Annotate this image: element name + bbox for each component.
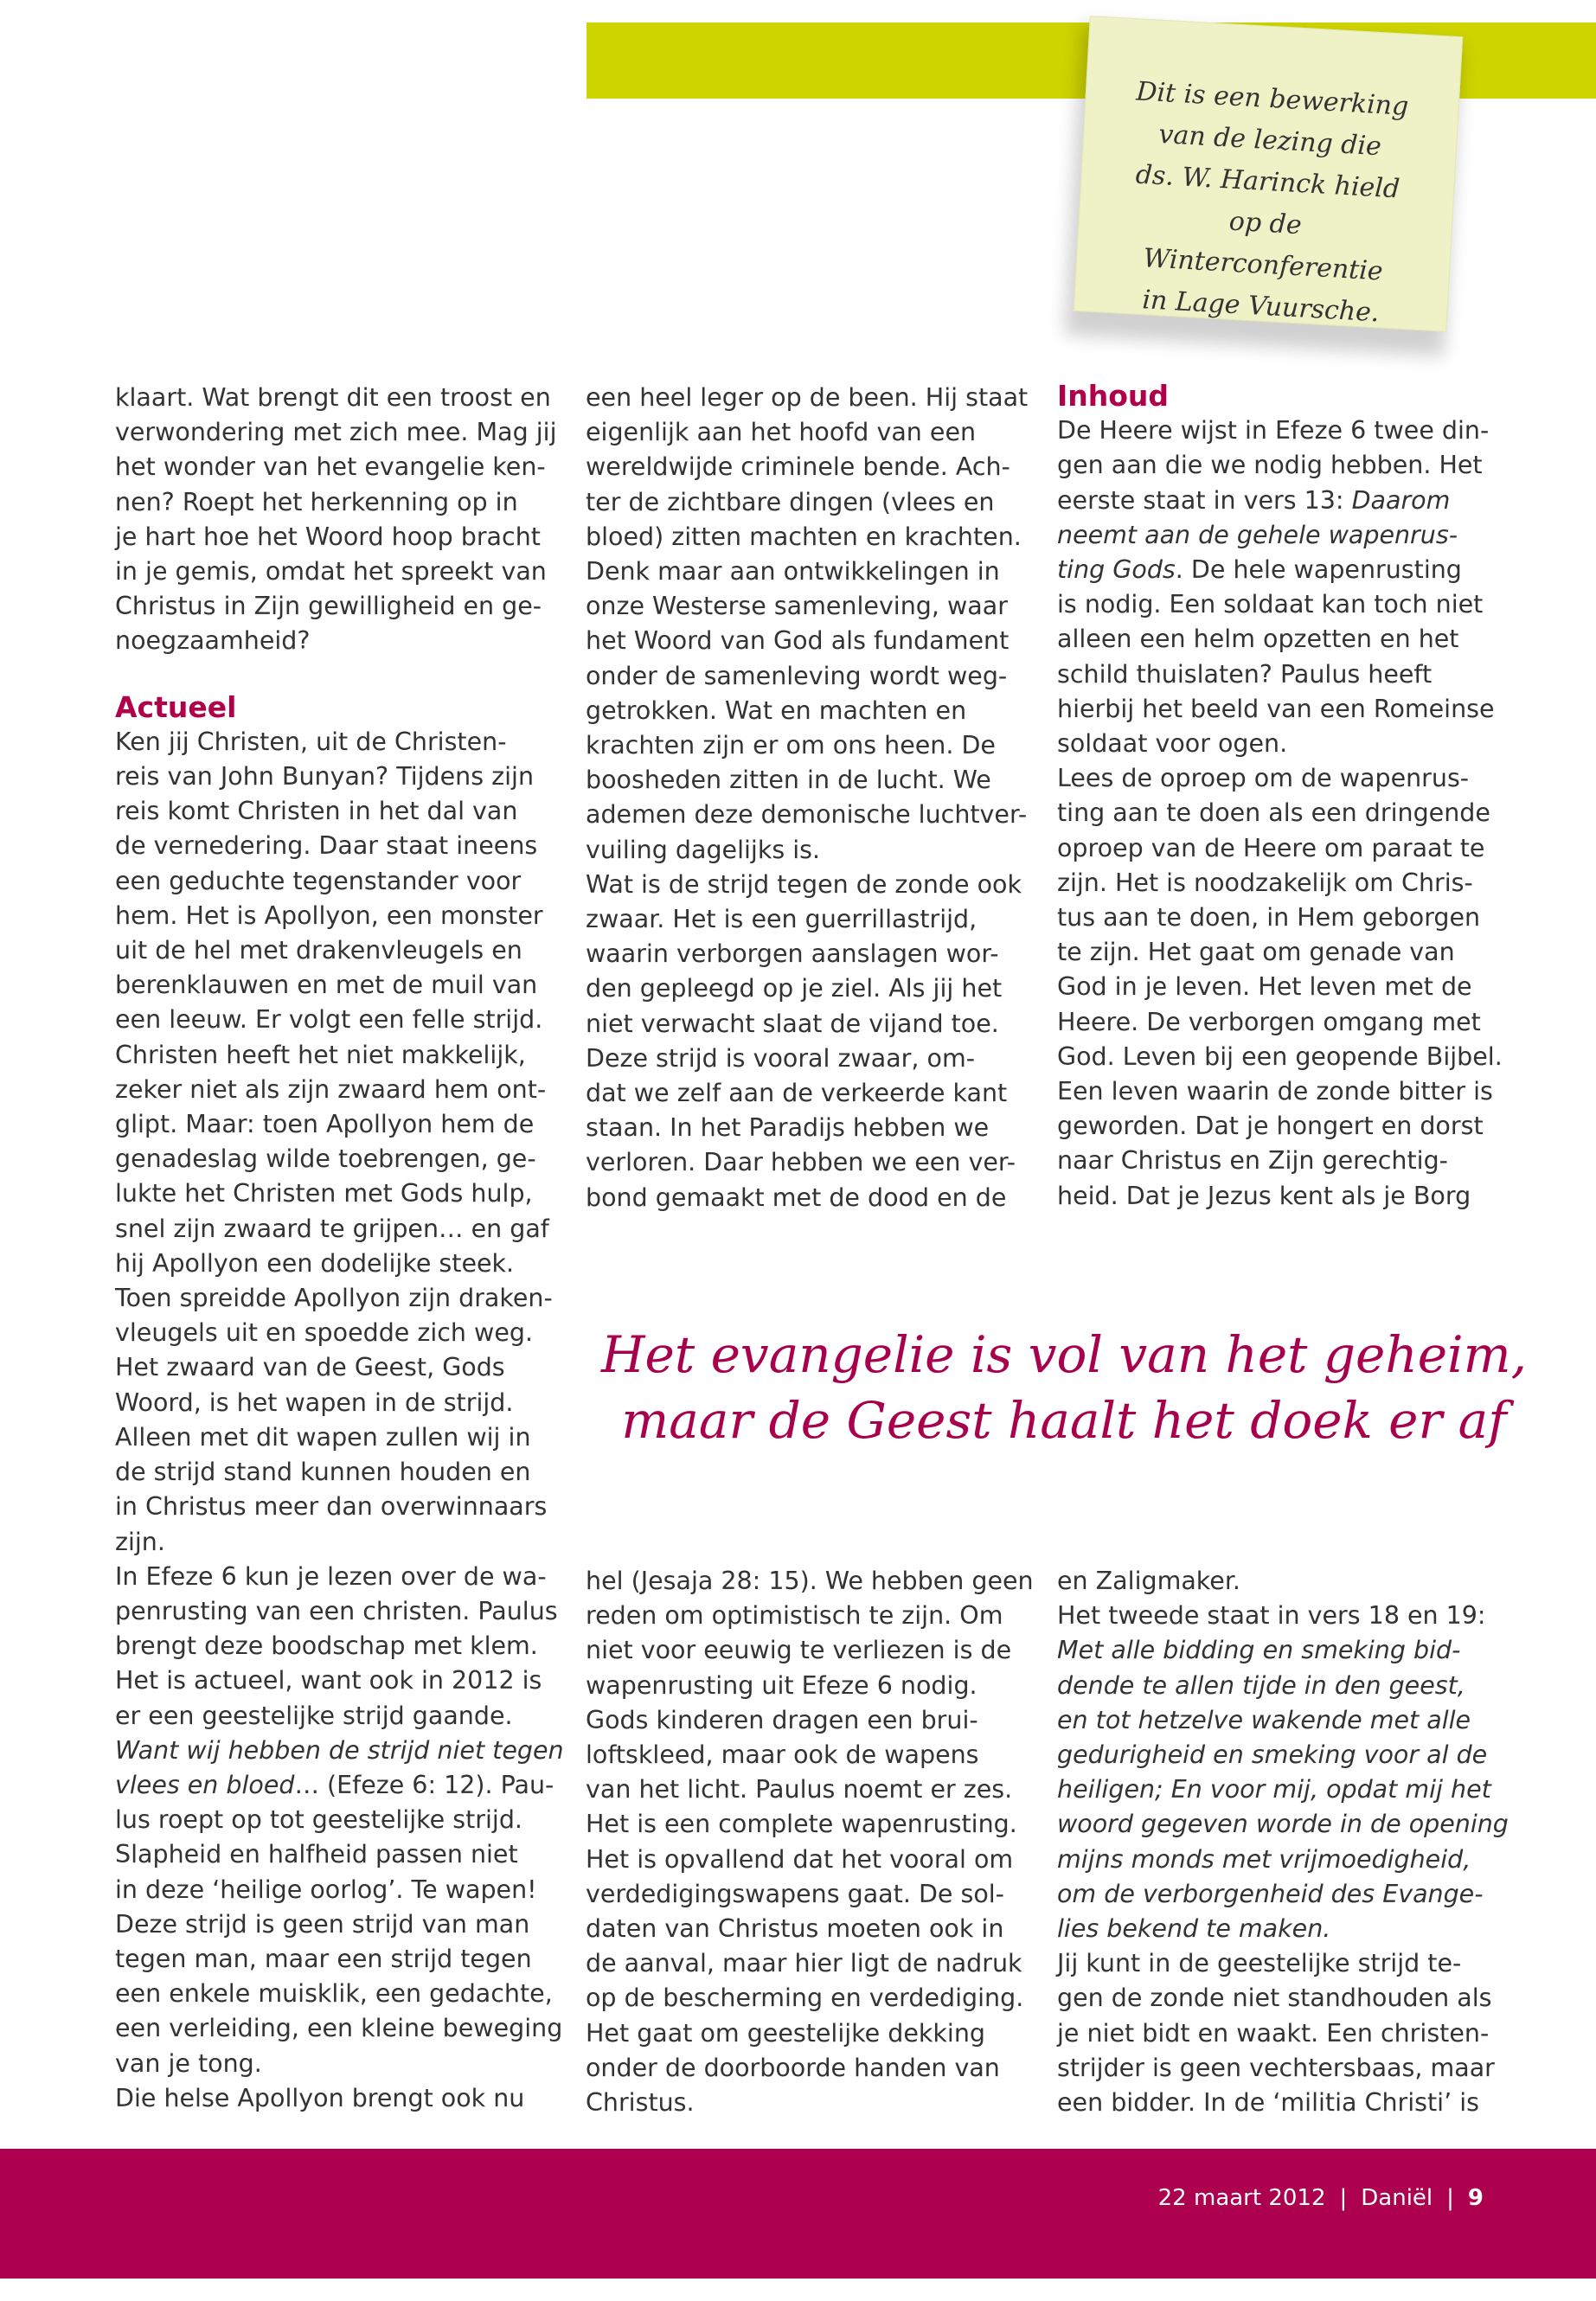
text-line: het wonder van het evangelie ken- <box>115 452 546 482</box>
text-line: in je gemis, omdat het spreekt van <box>115 557 547 586</box>
text-line: Het tweede staat in vers 18 en 19: <box>1057 1601 1486 1631</box>
col1-top-paragraph <box>115 381 564 659</box>
text-line-italic <box>115 1734 564 1768</box>
intro-note-line: van de lezing die <box>1157 119 1382 163</box>
text-line: genadeslag wilde toebrengen, ge- <box>115 1144 536 1174</box>
text-line: vuiling dagelijks is. <box>586 835 821 864</box>
text-line: strijder is geen vechtersbaas, maar <box>1057 2053 1495 2082</box>
column-3-top <box>1057 379 1503 1214</box>
section-heading-actueel: Actueel <box>115 689 237 724</box>
text-line-italic <box>1057 518 1503 553</box>
text-line: tegen man, maar een strijd tegen <box>115 1944 532 1973</box>
text-line: Gods kinderen dragen een brui- <box>586 1705 978 1734</box>
scripture-quote: lies bekend te maken. <box>1057 1914 1331 1944</box>
text-line: daten van Christus moeten ook in <box>586 1914 1004 1944</box>
intro-note-line: ds. W. Harinck hield <box>1134 159 1401 205</box>
footer-info <box>1158 2185 1484 2211</box>
text-line: het Woord van God als fundament <box>586 626 1010 656</box>
issue-date: 22 maart 2012 <box>1157 2185 1326 2211</box>
text-line: Het zwaard van de Geest, Gods <box>115 1353 505 1382</box>
text-line: is nodig. Een soldaat kan toch niet <box>1057 590 1484 619</box>
text-fragment: . De hele wapenrusting <box>1175 555 1462 585</box>
magazine-name: Daniël <box>1361 2185 1433 2211</box>
scripture-quote: vlees en bloed <box>115 1770 295 1799</box>
text-line: de strijd stand kunnen houden en <box>115 1458 531 1487</box>
text-line: een geduchte tegenstander voor <box>115 866 522 895</box>
column-1 <box>115 381 564 2116</box>
pull-quote <box>554 1322 1574 1453</box>
text-line: Het is opvallend dat het vooral om <box>586 1844 1014 1874</box>
text-line: den gepleegd op je ziel. Als jij het <box>586 974 1003 1003</box>
text-line: onder de samenleving wordt weg- <box>586 661 1008 690</box>
text-line: hel (Jesaja 28: 15). We hebben geen <box>586 1567 1034 1595</box>
text-line: noegzaamheid? <box>115 626 311 656</box>
text-line: onder de doorboorde handen van <box>586 2053 1000 2082</box>
text-line: reis komt Christen in het dal van <box>115 797 518 826</box>
text-line: zijn. <box>115 1527 165 1556</box>
text-line: ter de zichtbare dingen (vlees en <box>586 487 995 516</box>
text-line: reis van John Bunyan? Tijdens zijn <box>115 762 535 792</box>
text-line: Christus. <box>586 2088 695 2118</box>
col1-actueel-paragraph <box>115 725 564 2116</box>
text-line: dat we zelf aan de verkeerde kant <box>586 1079 1008 1108</box>
text-line: wereldwijde criminele bende. Ach- <box>586 452 1010 482</box>
text-line: Denk maar aan ontwikkelingen in <box>586 557 1000 586</box>
text-line: penrusting van een christen. Paulus <box>115 1596 558 1625</box>
scripture-quote: neemt aan de gehele wapenrus- <box>1057 520 1458 549</box>
text-line: hij Apollyon een dodelijke steek. <box>115 1248 515 1278</box>
text-line-italic <box>1057 1843 1509 1877</box>
scripture-quote: gedurigheid en smeking voor al de <box>1057 1740 1488 1770</box>
scripture-quote: Daarom <box>1351 485 1451 515</box>
intro-note-line: op de Winterconferentie <box>1142 206 1384 287</box>
text-line: zeker niet als zijn zwaard hem ont- <box>115 1074 547 1104</box>
text-line: van je tong. <box>115 2048 262 2078</box>
intro-note-line: in Lage Vuursche. <box>1141 285 1381 329</box>
text-line-italic <box>1057 1772 1509 1807</box>
text-line: onze Westerse samenleving, waar <box>586 592 1008 621</box>
text-line: op de bescherming en verdediging. <box>586 1984 1024 2013</box>
text-line: Christus in Zijn gewilligheid en ge- <box>115 592 542 621</box>
text-line: getrokken. Wat en machten en <box>586 695 967 725</box>
text-line: en Zaligmaker. <box>1057 1567 1240 1595</box>
text-line: alleen een helm opzetten en het <box>1057 625 1459 654</box>
text-line-italic <box>1057 1877 1509 1912</box>
text-line: nen? Roept het herkenning op in <box>115 487 518 516</box>
text-line: niet verwacht slaat de vijand toe. <box>586 1009 999 1038</box>
text-line: een bidder. In de ‘militia Christi’ is <box>1057 2088 1479 2118</box>
text-line: zijn. Het is noodzakelijk om Chris- <box>1057 868 1473 897</box>
text-line: Deze strijd is geen strijd van man <box>115 1909 530 1939</box>
text-line: Lees de oproep om de wapenrus- <box>1057 764 1470 793</box>
text-line: God in je leven. Het leven met de <box>1057 972 1472 1002</box>
footer-separator: | <box>1339 2185 1348 2211</box>
text-line: vleugels uit en spoedde zich weg. <box>115 1318 534 1348</box>
text-line: Toen spreidde Apollyon zijn draken- <box>115 1284 553 1313</box>
section-heading-inhoud: Inhoud <box>1057 379 1170 413</box>
text-line: geworden. Dat je hongert en dorst <box>1057 1112 1484 1141</box>
page-number: 9 <box>1467 2185 1484 2211</box>
text-fragment: eerste staat in vers 13: <box>1057 485 1352 515</box>
text-line: brengt deze boodschap met klem. <box>115 1631 538 1661</box>
text-line: verdedigingswapens gaat. De sol- <box>586 1879 1004 1908</box>
text-line-italic <box>1057 1738 1509 1772</box>
text-line: glipt. Maar: toen Apollyon hem de <box>115 1110 535 1139</box>
text-line: ademen deze demonische luchtver- <box>586 800 1028 830</box>
text-line: bond gemaakt met de dood en de <box>586 1183 1007 1212</box>
scripture-quote: Met alle bidding en smeking bid- <box>1057 1636 1461 1665</box>
text-line: van het licht. Paulus noemt er zes. <box>586 1775 1013 1804</box>
text-line: Het is een complete wapenrusting. <box>586 1810 1017 1839</box>
text-line: Slapheid en halfheid passen niet <box>115 1840 518 1869</box>
text-line: Het gaat om geestelijke dekking <box>586 2018 985 2048</box>
text-line: eigenlijk aan het hoofd van een <box>586 418 977 447</box>
text-line: Het is actueel, want ook in 2012 is <box>115 1666 542 1695</box>
footer-bar <box>0 2149 1596 2279</box>
text-line-mixed <box>1057 553 1503 587</box>
text-line: tus aan te doen, in Hem geborgen <box>1057 903 1481 933</box>
text-line: oproep van de Heere om paraat te <box>1057 833 1485 862</box>
text-line: naar Christus en Zijn gerechtig- <box>1057 1146 1448 1176</box>
text-line: een enkele muisklik, een gedachte, <box>115 1979 553 2009</box>
text-line: Woord, is het wapen in de strijd. <box>115 1388 514 1417</box>
text-line: niet voor eeuwig te verliezen is de <box>586 1636 1012 1665</box>
text-line: loftskleed, maar ook de wapens <box>586 1740 979 1770</box>
text-line: heid. Dat je Jezus kent als je Borg <box>1057 1181 1471 1210</box>
text-line: waarin verborgen aanslagen wor- <box>586 939 999 969</box>
scripture-quote: en tot hetzelve wakende met alle <box>1057 1705 1471 1734</box>
text-line: hierbij het beeld van een Romeinse <box>1057 694 1495 723</box>
column-2-top <box>586 381 1028 1215</box>
text-line: uit de hel met drakenvleugels en <box>115 936 522 965</box>
text-line: krachten zijn er om ons heen. De <box>586 731 996 760</box>
pull-quote-line: Het evangelie is vol van het geheim, <box>600 1325 1528 1384</box>
text-line: Deze strijd is vooral zwaar, om- <box>586 1043 976 1073</box>
text-line: Een leven waarin de zonde bitter is <box>1057 1077 1493 1106</box>
text-line: schild thuislaten? Paulus heeft <box>1057 659 1433 689</box>
text-line-mixed <box>115 1768 564 1803</box>
text-line: reden om optimistisch te zijn. Om <box>586 1601 1003 1631</box>
text-line: ting aan te doen als een dringende <box>1057 798 1490 828</box>
text-line: je niet bidt en waakt. Een christen- <box>1057 2018 1490 2048</box>
text-line: gen de zonde niet standhouden als <box>1057 1984 1492 2013</box>
text-line: Christen heeft het niet makkelijk, <box>115 1040 526 1069</box>
scripture-quote: woord gegeven worde in de opening <box>1057 1810 1509 1839</box>
text-line: hem. Het is Apollyon, een monster <box>115 901 543 930</box>
scripture-quote: om de verborgenheid des Evange- <box>1057 1879 1484 1908</box>
text-line-italic <box>1057 1912 1509 1946</box>
text-line: er een geestelijke strijd gaande. <box>115 1701 513 1730</box>
pull-quote-line: maar de Geest haalt het doek er af <box>621 1391 1507 1450</box>
text-line: Ken jij Christen, uit de Christen- <box>115 727 507 756</box>
text-line: een verleiding, een kleine beweging <box>115 2014 563 2043</box>
text-line-mixed <box>1057 484 1503 518</box>
text-line: Jij kunt in de geestelijke strijd te- <box>1057 1949 1462 1978</box>
footer-separator: | <box>1446 2185 1454 2211</box>
text-line: soldaat voor ogen. <box>1057 729 1288 759</box>
text-line-italic <box>1057 1633 1509 1668</box>
text-line: Heere. De verborgen omgang met <box>1057 1007 1481 1036</box>
text-line: in Christus meer dan overwinnaars <box>115 1492 548 1522</box>
text-line-italic <box>1057 1669 1509 1703</box>
intro-note <box>1074 16 1463 332</box>
text-line: een heel leger op de been. Hij staat <box>586 383 1029 412</box>
text-line: een leeuw. Er volgt een felle strijd. <box>115 1005 543 1035</box>
text-line: De Heere wijst in Efeze 6 twee din- <box>1057 416 1490 445</box>
text-line: In Efeze 6 kun je lezen over de wa- <box>115 1561 547 1591</box>
text-line: lukte het Christen met Gods hulp, <box>115 1179 533 1208</box>
text-line: gen aan die we nodig hebben. Het <box>1057 451 1483 480</box>
text-line: berenklauwen en met de muil van <box>115 971 538 1000</box>
text-line: je hart hoe het Woord hoop bracht <box>115 522 541 551</box>
text-line: bloed) zitten machten en krachten. <box>586 522 1022 551</box>
intro-note-text <box>1108 70 1425 336</box>
text-line: wapenrusting uit Efeze 6 nodig. <box>586 1670 977 1700</box>
text-line: verwondering met zich mee. Mag jij <box>115 418 557 447</box>
text-line-italic <box>1057 1807 1509 1842</box>
text-line: God. Leven bij een geopende Bijbel. <box>1057 1042 1503 1071</box>
text-line: Wat is de strijd tegen de zonde ook <box>586 869 1022 899</box>
text-line: in deze ‘heilige oorlog’. Te wapen! <box>115 1875 537 1904</box>
text-line: verloren. Daar hebben we een ver- <box>586 1148 1016 1177</box>
text-line: snel zijn zwaard te grijpen… en gaf <box>115 1214 549 1243</box>
text-line: boosheden zitten in de lucht. We <box>586 766 991 795</box>
column-3-bottom <box>1057 1564 1509 2120</box>
scripture-quote: dende te allen tijde in den geest, <box>1057 1670 1465 1700</box>
scripture-quote: ting Gods <box>1057 555 1176 585</box>
text-line: de vernedering. Daar staat ineens <box>115 831 538 861</box>
text-line: lus roept op tot geestelijke strijd. <box>115 1805 522 1835</box>
text-line: klaart. Wat brengt dit een troost en <box>115 383 551 412</box>
text-line: de aanval, maar hier ligt de nadruk <box>586 1949 1022 1978</box>
scripture-quote: heiligen; En voor mij, opdat mij het <box>1057 1775 1491 1804</box>
text-line: zwaar. Het is een guerrillastrijd, <box>586 905 977 934</box>
text-line: Die helse Apollyon brengt ook nu <box>115 2083 525 2112</box>
text-line: te zijn. Het gaat om genade van <box>1057 938 1455 967</box>
scripture-quote: mijns monds met vrijmoedigheid, <box>1057 1844 1471 1874</box>
intro-note-line: Dit is een bewerking <box>1135 76 1410 122</box>
column-2-bottom <box>586 1564 1034 2120</box>
text-line-italic <box>1057 1703 1509 1738</box>
text-line: staan. In het Paradijs hebben we <box>586 1113 990 1143</box>
scripture-quote: Want wij hebben de strijd niet tegen <box>115 1735 564 1765</box>
text-line: Alleen met dit wapen zullen wij in <box>115 1422 531 1452</box>
scripture-reference: … (Efeze 6: 12). Pau- <box>294 1770 554 1799</box>
